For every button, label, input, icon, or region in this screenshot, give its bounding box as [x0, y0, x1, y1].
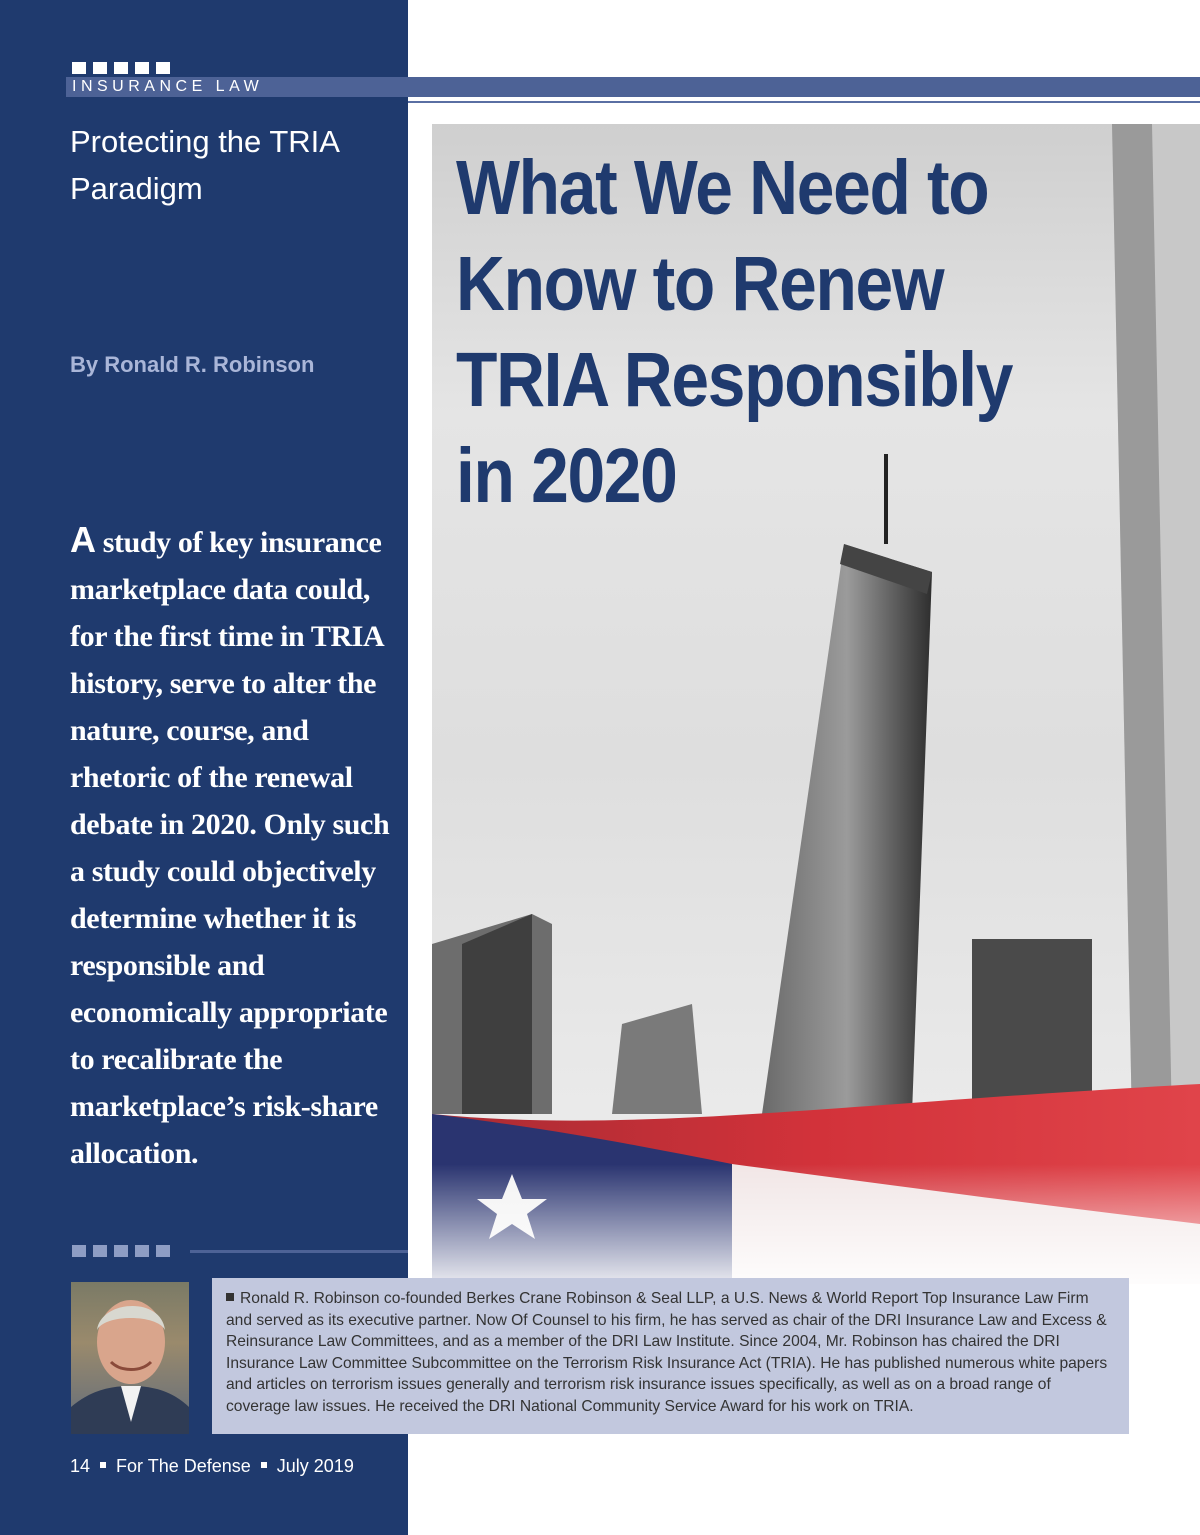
issue-date: July 2019 [276, 1456, 354, 1476]
author-portrait [71, 1282, 189, 1434]
bullet-icon [226, 1293, 234, 1301]
page-footer [70, 1456, 354, 1477]
author-portrait-illustration [71, 1282, 189, 1434]
article-headline: What We Need to Know to Renew TRIA Responsibly in 2020 [456, 145, 1013, 519]
separator-icon [261, 1462, 267, 1468]
section-rule [408, 101, 1200, 103]
drop-cap: A [70, 519, 96, 560]
section-label: INSURANCE LAW [72, 78, 264, 95]
article-byline: By Ronald R. Robinson [70, 352, 315, 377]
decorative-squares-top [72, 62, 170, 74]
page-number: 14 [70, 1456, 91, 1476]
decorative-squares-bottom [72, 1245, 170, 1257]
author-bio-box [212, 1278, 1129, 1434]
small-building [612, 1004, 702, 1114]
article-intro [70, 516, 390, 1177]
intro-text: study of key insurance marketplace data could, for the first time in TRIA history, serve to alter the nature, course, and rhetoric of the renewal debate in 2020. Only such a study could objectively determine whether it is responsible and economically appropriate to recalibrate the marketplace’s risk-share allocation. [70, 526, 390, 1170]
section-subtitle: Protecting the TRIA Paradigm [70, 124, 339, 206]
publication-name: For The Defense [116, 1456, 251, 1476]
central-tower [762, 544, 932, 1114]
separator-icon [100, 1462, 106, 1468]
author-bio: Ronald R. Robinson co-founded Berkes Crane Robinson & Seal LLP, a U.S. News & World Report Top Insurance Law Firm and served as its executive partner. Now Of Counsel to his firm, he has served as chair of the DRI Insurance Law and Excess & Reinsurance Law Committees, and as a member of the DRI Law Institute. Since 2004, Mr. Robinson has chaired the DRI Insurance Law Committee Subcommittee on the Terrorism Risk Insurance Act (TRIA). He has published numerous white papers and articles on terrorism issues generally and terrorism risk insurance issues specifically, as well as on a broad range of coverage law issues. He received the DRI National Community Service Award for his work on TRIA. [226, 1290, 1108, 1415]
divider-rule [190, 1250, 408, 1253]
